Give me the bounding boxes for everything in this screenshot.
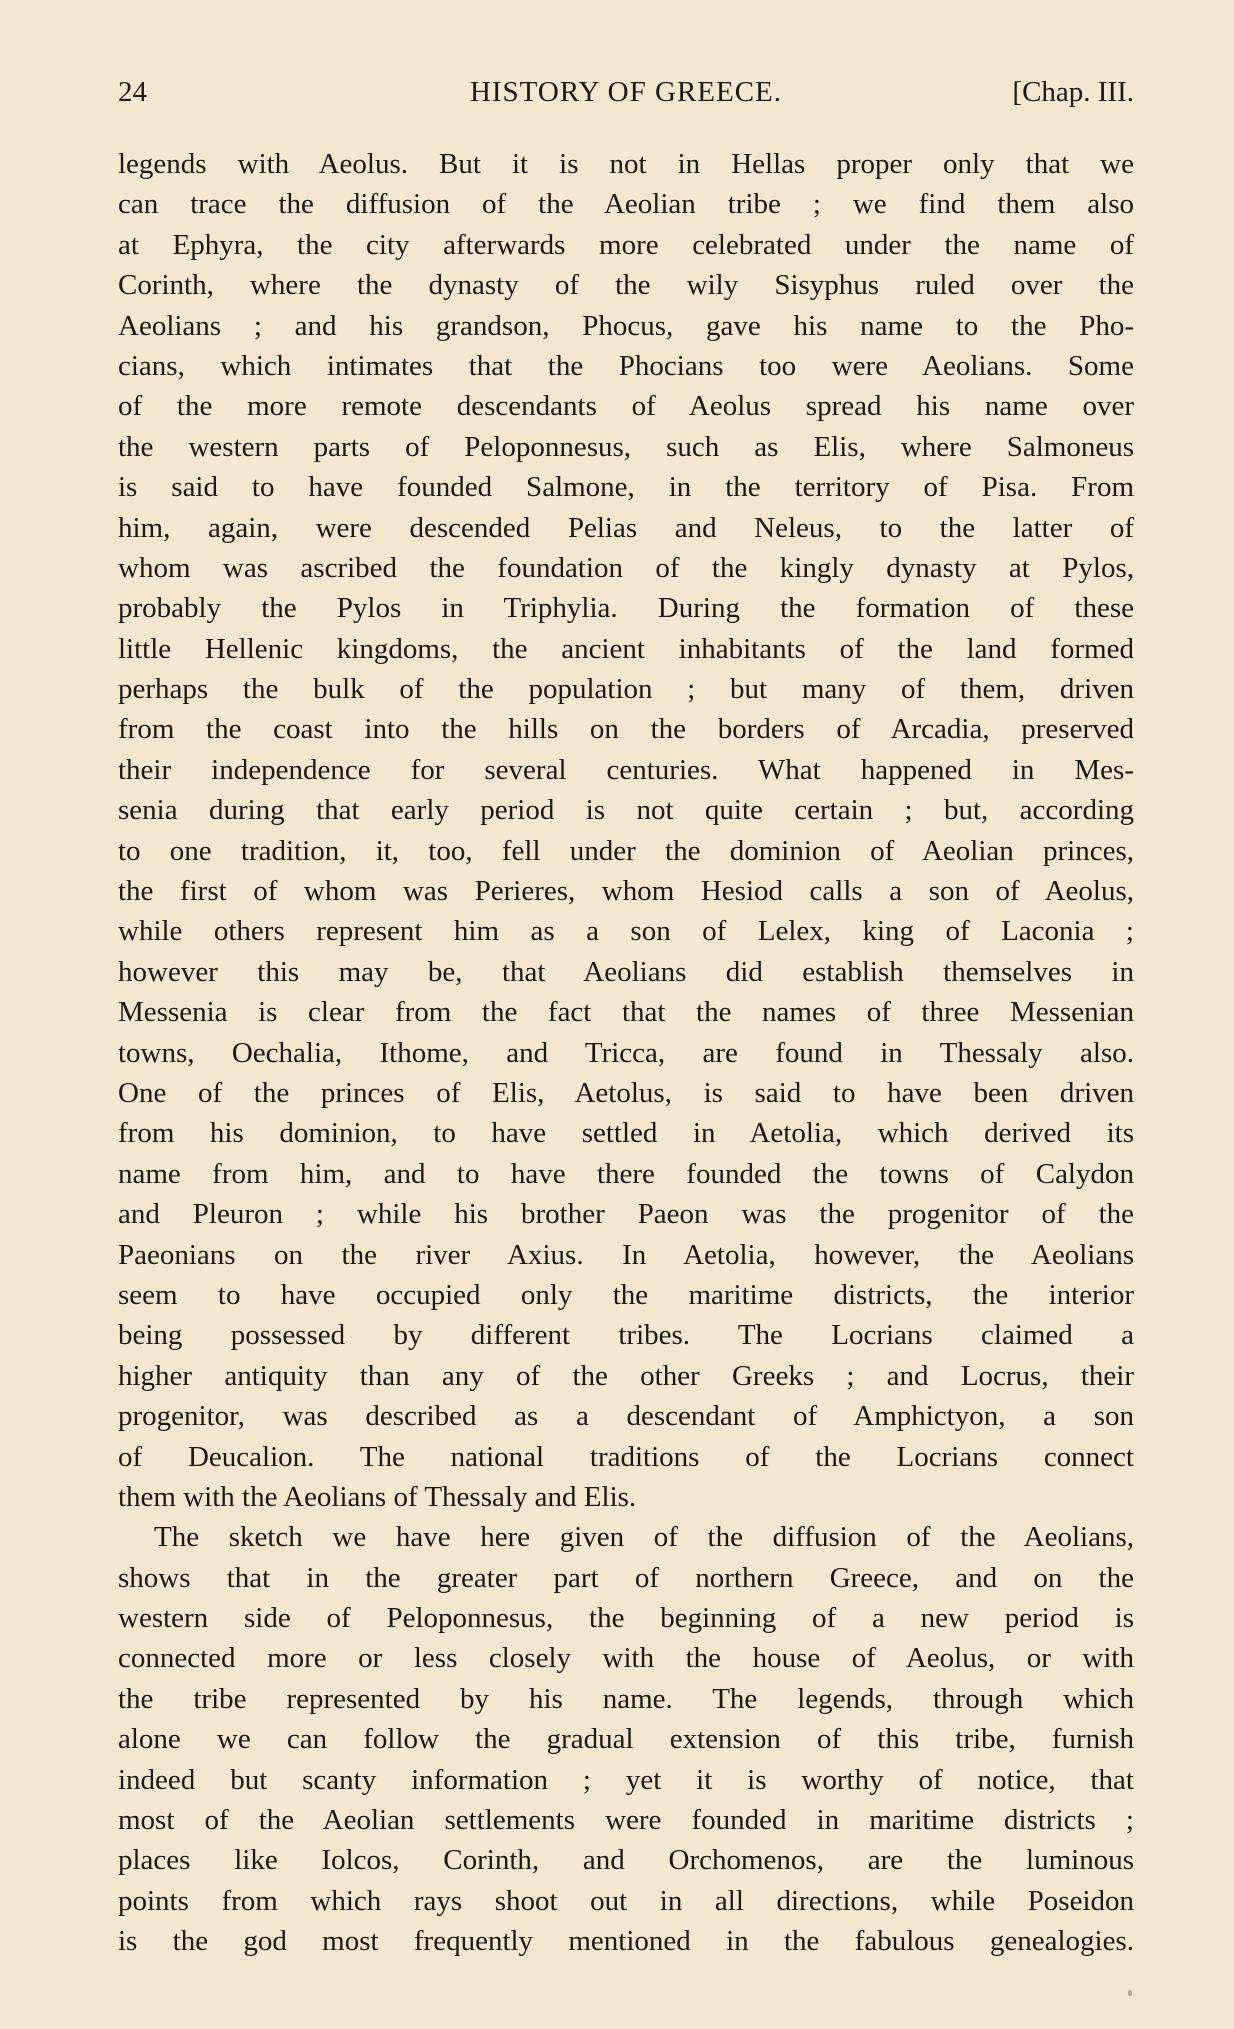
text-line: indeed but scanty information ; yet it is worthy of notice, that bbox=[118, 1763, 1134, 1796]
text-line: at Ephyra, the city afterwards more celebrated under the name of bbox=[118, 228, 1134, 261]
paragraph-end-line: them with the Aeolians of Thessaly and Elis. bbox=[118, 1480, 637, 1513]
text-line: is said to have founded Salmone, in the territory of Pisa. From bbox=[118, 471, 1134, 504]
text-line: Messenia is clear from the fact that the names of three Messenian bbox=[118, 996, 1134, 1029]
text-line: the first of whom was Perieres, whom Hesiod calls a son of Aeolus, bbox=[118, 875, 1134, 908]
text-line: is the god most frequently mentioned in the fabulous genealogies. bbox=[118, 1925, 1134, 1958]
text-line: the tribe represented by his name. The legends, through which bbox=[118, 1682, 1134, 1715]
chapter-label: [Chap. III. bbox=[1012, 76, 1134, 108]
text-line: being possessed by different tribes. The Locrians claimed a bbox=[118, 1319, 1134, 1352]
text-line: shows that in the greater part of northern Greece, and on the bbox=[118, 1561, 1134, 1594]
running-title: HISTORY OF GREECE. bbox=[469, 76, 783, 108]
text-line: points from which rays shoot out in all directions, while Poseidon bbox=[118, 1884, 1134, 1917]
text-line: One of the princes of Elis, Aetolus, is said to have been driven bbox=[118, 1076, 1134, 1109]
paper-speck bbox=[1128, 1990, 1132, 1996]
text-line: him, again, were descended Pelias and Neleus, to the latter of bbox=[118, 511, 1134, 544]
text-line: little Hellenic kingdoms, the ancient inhabitants of the land formed bbox=[118, 632, 1134, 665]
text-line: connected more or less closely with the house of Aeolus, or with bbox=[118, 1642, 1134, 1675]
text-line: to one tradition, it, too, fell under the dominion of Aeolian princes, bbox=[118, 834, 1134, 867]
text-line: alone we can follow the gradual extension of this tribe, furnish bbox=[118, 1723, 1134, 1756]
text-line: from his dominion, to have settled in Aetolia, which derived its bbox=[118, 1117, 1134, 1150]
text-line: name from him, and to have there founded the towns of Calydon bbox=[118, 1157, 1134, 1190]
text-line: most of the Aeolian settlements were founded in maritime districts ; bbox=[118, 1804, 1134, 1837]
text-line: Aeolians ; and his grandson, Phocus, gave his name to the Pho- bbox=[118, 309, 1134, 342]
text-line: from the coast into the hills on the borders of Arcadia, preserved bbox=[118, 713, 1134, 746]
text-line: can trace the diffusion of the Aeolian tribe ; we find them also bbox=[118, 188, 1134, 221]
text-line: of the more remote descendants of Aeolus spread his name over bbox=[118, 390, 1134, 423]
text-line: towns, Oechalia, Ithome, and Tricca, are found in Thessaly also. bbox=[118, 1036, 1134, 1069]
text-line: while others represent him as a son of Lelex, king of Laconia ; bbox=[118, 915, 1134, 948]
text-line: progenitor, was described as a descendant of Amphictyon, a son bbox=[118, 1400, 1134, 1433]
text-line: western side of Peloponnesus, the beginning of a new period is bbox=[118, 1602, 1134, 1635]
text-line: Paeonians on the river Axius. In Aetolia, however, the Aeolians bbox=[118, 1238, 1134, 1271]
text-line: and Pleuron ; while his brother Paeon was the progenitor of the bbox=[118, 1198, 1134, 1231]
text-line: of Deucalion. The national traditions of the Locrians connect bbox=[118, 1440, 1134, 1473]
text-line: however this may be, that Aeolians did establish themselves in bbox=[118, 955, 1134, 988]
text-line: probably the Pylos in Triphylia. During the formation of these bbox=[118, 592, 1134, 625]
text-line: legends with Aeolus. But it is not in Hellas proper only that we bbox=[118, 148, 1134, 180]
paragraph-start-line: The sketch we have here given of the diffusion of the Aeolians, bbox=[154, 1521, 1134, 1554]
text-line: seem to have occupied only the maritime districts, the interior bbox=[118, 1278, 1134, 1311]
text-line: the western parts of Peloponnesus, such as Elis, where Salmoneus bbox=[118, 430, 1134, 463]
text-line: cians, which intimates that the Phocians too were Aeolians. Some bbox=[118, 349, 1134, 382]
text-line: whom was ascribed the foundation of the kingly dynasty at Pylos, bbox=[118, 551, 1134, 584]
body-text bbox=[118, 144, 1134, 1962]
page-header bbox=[118, 72, 1134, 112]
text-line: perhaps the bulk of the population ; but many of them, driven bbox=[118, 673, 1134, 706]
text-line: Corinth, where the dynasty of the wily Sisyphus ruled over the bbox=[118, 269, 1134, 302]
text-line: their independence for several centuries. What happened in Mes- bbox=[118, 753, 1134, 786]
text-line: places like Iolcos, Corinth, and Orchomenos, are the luminous bbox=[118, 1844, 1134, 1877]
text-line: higher antiquity than any of the other Greeks ; and Locrus, their bbox=[118, 1359, 1134, 1392]
text-line: senia during that early period is not quite certain ; but, according bbox=[118, 794, 1134, 827]
page-number: 24 bbox=[118, 76, 147, 108]
